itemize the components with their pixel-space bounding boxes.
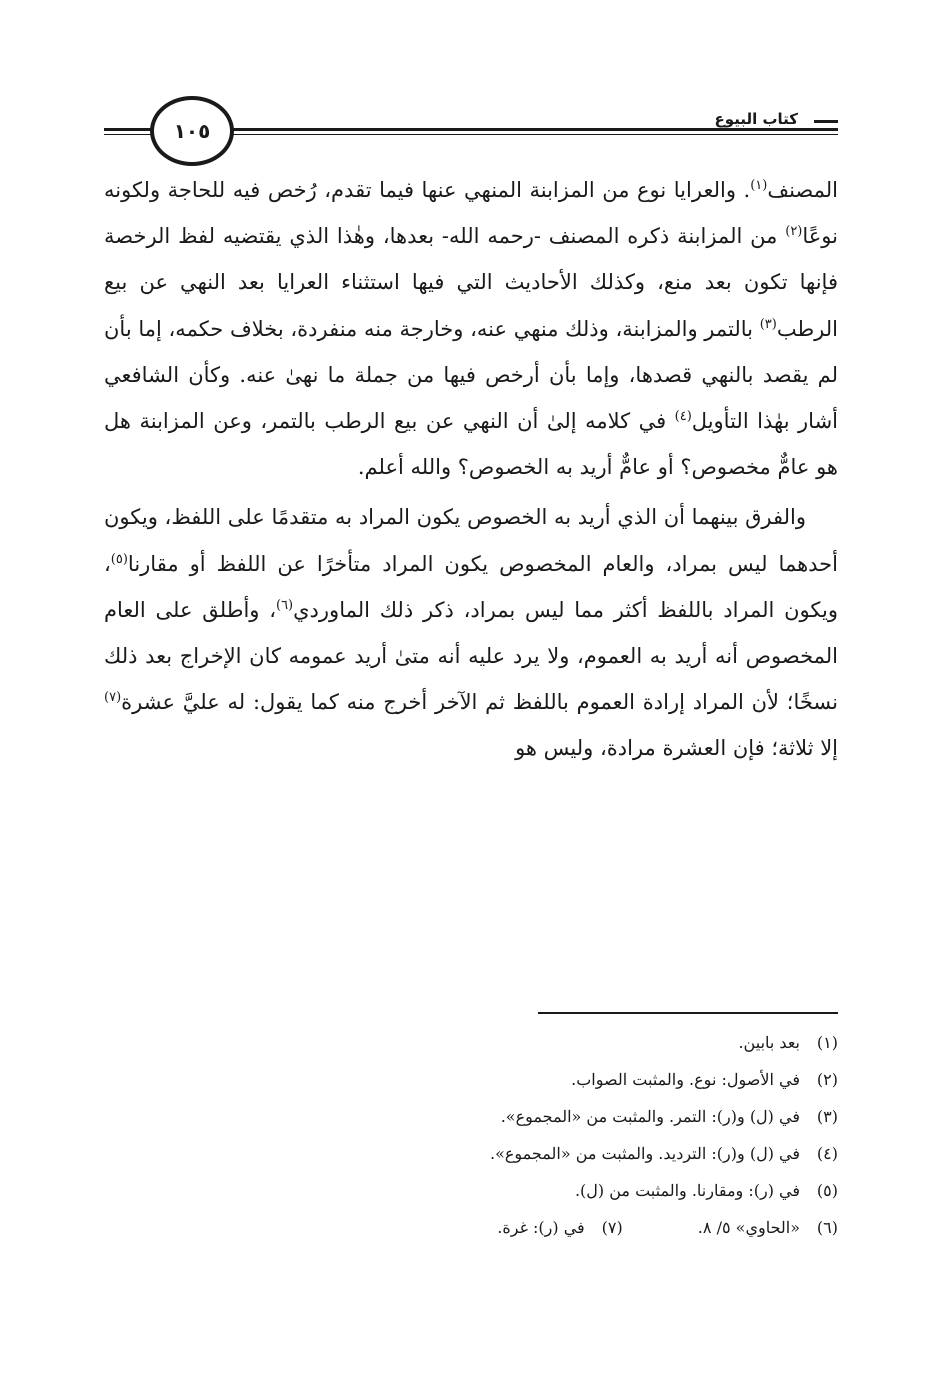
footnote-3 bbox=[104, 1098, 838, 1135]
text-run: إلا ثلاثة؛ فإن العشرة مرادة، وليس هو bbox=[515, 736, 838, 761]
paragraph-1 bbox=[104, 167, 838, 490]
footnote-number: (١) bbox=[816, 1033, 838, 1052]
footnote-number: (٦) bbox=[816, 1218, 838, 1237]
footnote-number: (٤) bbox=[816, 1144, 838, 1163]
footnote-row bbox=[104, 1209, 838, 1246]
footnote-text: في (ل) و(ر): التمر. والمثبت من «المجموع». bbox=[500, 1107, 800, 1126]
page-number: ١٠٥ bbox=[150, 96, 234, 166]
footnote-1 bbox=[104, 1024, 838, 1061]
footnote-number: (٥) bbox=[816, 1181, 838, 1200]
footnote-ref: (١) bbox=[750, 178, 768, 193]
footnote-text: في (ر): ومقارنا. والمثبت من (ل). bbox=[574, 1181, 800, 1200]
book-title: كتاب البيوع bbox=[705, 110, 808, 128]
footnote-number: (٧) bbox=[601, 1218, 623, 1237]
footnote-separator bbox=[538, 1012, 838, 1014]
paragraph-2 bbox=[104, 494, 838, 771]
footnote-text: «الحاوي» ٥/ ٨. bbox=[697, 1218, 800, 1237]
footnote-number: (٢) bbox=[816, 1070, 838, 1089]
footnote-number: (٣) bbox=[816, 1107, 838, 1126]
footnote-text: في (ل) و(ر): الترديد. والمثبت من «المجموع». bbox=[489, 1144, 800, 1163]
page-header bbox=[104, 96, 838, 160]
footnote-text: في (ر): غرة. bbox=[497, 1218, 585, 1237]
text-run: ، وأطلق على العام المخصوص أنه أريد به العموم، ولا يرد عليه أنه متىٰ أريد عمومه كان الإخراج بعد ذلك نسخًا؛ لأن المراد إرادة العموم باللفظ ثم الآخر أخرج منه كما يقول: له عليَّ عشرة bbox=[104, 597, 838, 715]
footnote-2 bbox=[104, 1061, 838, 1098]
footnote-ref: (٥) bbox=[110, 551, 128, 567]
main-text bbox=[104, 167, 838, 772]
text-run: ، ويكون المراد باللفظ أكثر مما ليس بمراد، ذكر ذلك الماوردي bbox=[104, 551, 838, 622]
footnote-7 bbox=[497, 1209, 622, 1246]
footnote-text: في الأصول: نوع. والمثبت الصواب. bbox=[571, 1070, 800, 1089]
header-dash bbox=[814, 120, 838, 123]
text-run: والفرق بينهما أن الذي أريد به الخصوص يكون المراد به متقدمًا على اللفظ، ويكون أحدهما ليس بمراد، والعام المخصوص يكون المراد متأخرًا عن اللفظ أو مقارنا bbox=[104, 505, 838, 576]
footnote-4 bbox=[104, 1135, 838, 1172]
text-run: المصنف bbox=[767, 178, 838, 202]
footnote-ref: (٣) bbox=[759, 316, 777, 332]
footnote-ref: (٤) bbox=[674, 409, 692, 425]
text-run: في كلامه إلىٰ أن النهي عن بيع الرطب بالتمر، وعن المزابنة هل هو عامٌّ مخصوص؟ أو عامٌّ أريد به الخصوص؟ والله أعلم. bbox=[104, 409, 838, 480]
footnote-ref: (٦) bbox=[275, 597, 294, 613]
footnote-6 bbox=[698, 1209, 838, 1246]
text-run: من المزابنة ذكره المصنف -رحمه الله- بعدها، وهٰذا الذي يقتضيه لفظ الرخصة فإنها تكون بعد منع، وكذلك الأحاديث التي فيها استثناء العرايا بعد النهي عن بيع الرطب bbox=[104, 224, 838, 341]
footnote-5 bbox=[104, 1172, 838, 1209]
footnotes bbox=[104, 1024, 838, 1246]
footnote-text: بعد بابين. bbox=[738, 1033, 800, 1052]
text-run: . والعرايا نوع من المزابنة المنهي عنها فيما تقدم، رُخص فيه للحاجة ولكونه نوعًا bbox=[104, 178, 838, 249]
footnote-ref: (٧) bbox=[104, 690, 122, 706]
footnote-ref: (٢) bbox=[785, 224, 803, 240]
text-run: بالتمر والمزابنة، وذلك منهي عنه، وخارجة منه منفردة، بخلاف حكمه، إما بأن لم يقصد بالنهي قصدها، وإما بأن أرخص فيها من جملة ما نهىٰ عنه. وكأن الشافعي أشار بهٰذا التأويل bbox=[104, 316, 838, 434]
